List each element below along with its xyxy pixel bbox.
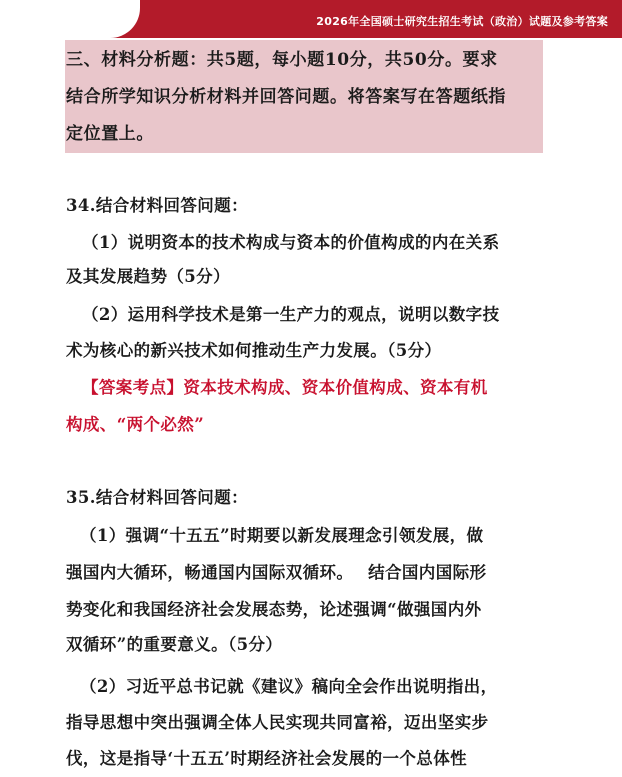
question-35-sub2-line: （2）习近平总书记就《建议》稿向全会作出说明指出，	[80, 677, 498, 696]
question-35-sub1-line: 强国内大循环，畅通国内国际双循环。 结合国内国际形	[66, 563, 487, 582]
section-heading-line: 三、材料分析题：共5题，每小题10分，共50分。要求	[66, 50, 498, 70]
question-35-sub1-line: （1）强调“十五五”时期要以新发展理念引领发展，做	[80, 526, 484, 545]
section-heading-line: 结合所学知识分析材料并回答问题。将答案写在答题纸指	[66, 87, 506, 107]
section-heading	[66, 42, 544, 153]
answer-key-points-line: 构成、“两个必然”	[66, 415, 205, 434]
question-35-title: 35.结合材料回答问题：	[66, 488, 249, 507]
answer-key-points-line: 【答案考点】资本技术构成、资本价值构成、资本有机	[82, 378, 488, 397]
question-34-title: 34.结合材料回答问题：	[66, 196, 249, 215]
question-34-sub1-line: 及其发展趋势（5分）	[66, 267, 230, 286]
question-34-sub2-line: 术为核心的新兴技术如何推动生产力发展。（5分）	[66, 341, 442, 360]
question-35-sub2-line: 指导思想中突出强调全体人民实现共同富裕，迈出坚实步	[66, 713, 489, 732]
question-34-sub1-line: （1）说明资本的技术构成与资本的价值构成的内在关系	[82, 233, 500, 252]
document-header-title: 2026年全国硕士研究生招生考试（政治）试题及参考答案	[316, 15, 608, 28]
question-34-sub2-line: （2）运用科学技术是第一生产力的观点，说明以数字技	[82, 305, 500, 324]
question-35-sub2-line: 伐，这是指导‘十五五’时期经济社会发展的一个总体性	[66, 749, 467, 768]
question-35-sub1-line: 双循环”的重要意义。（5分）	[66, 635, 283, 654]
section-heading-line: 定位置上。	[66, 124, 154, 144]
question-35-sub1-line: 势变化和我国经济社会发展态势，论述强调“做强国内外	[66, 600, 482, 619]
header-tab-decoration	[0, 0, 140, 38]
